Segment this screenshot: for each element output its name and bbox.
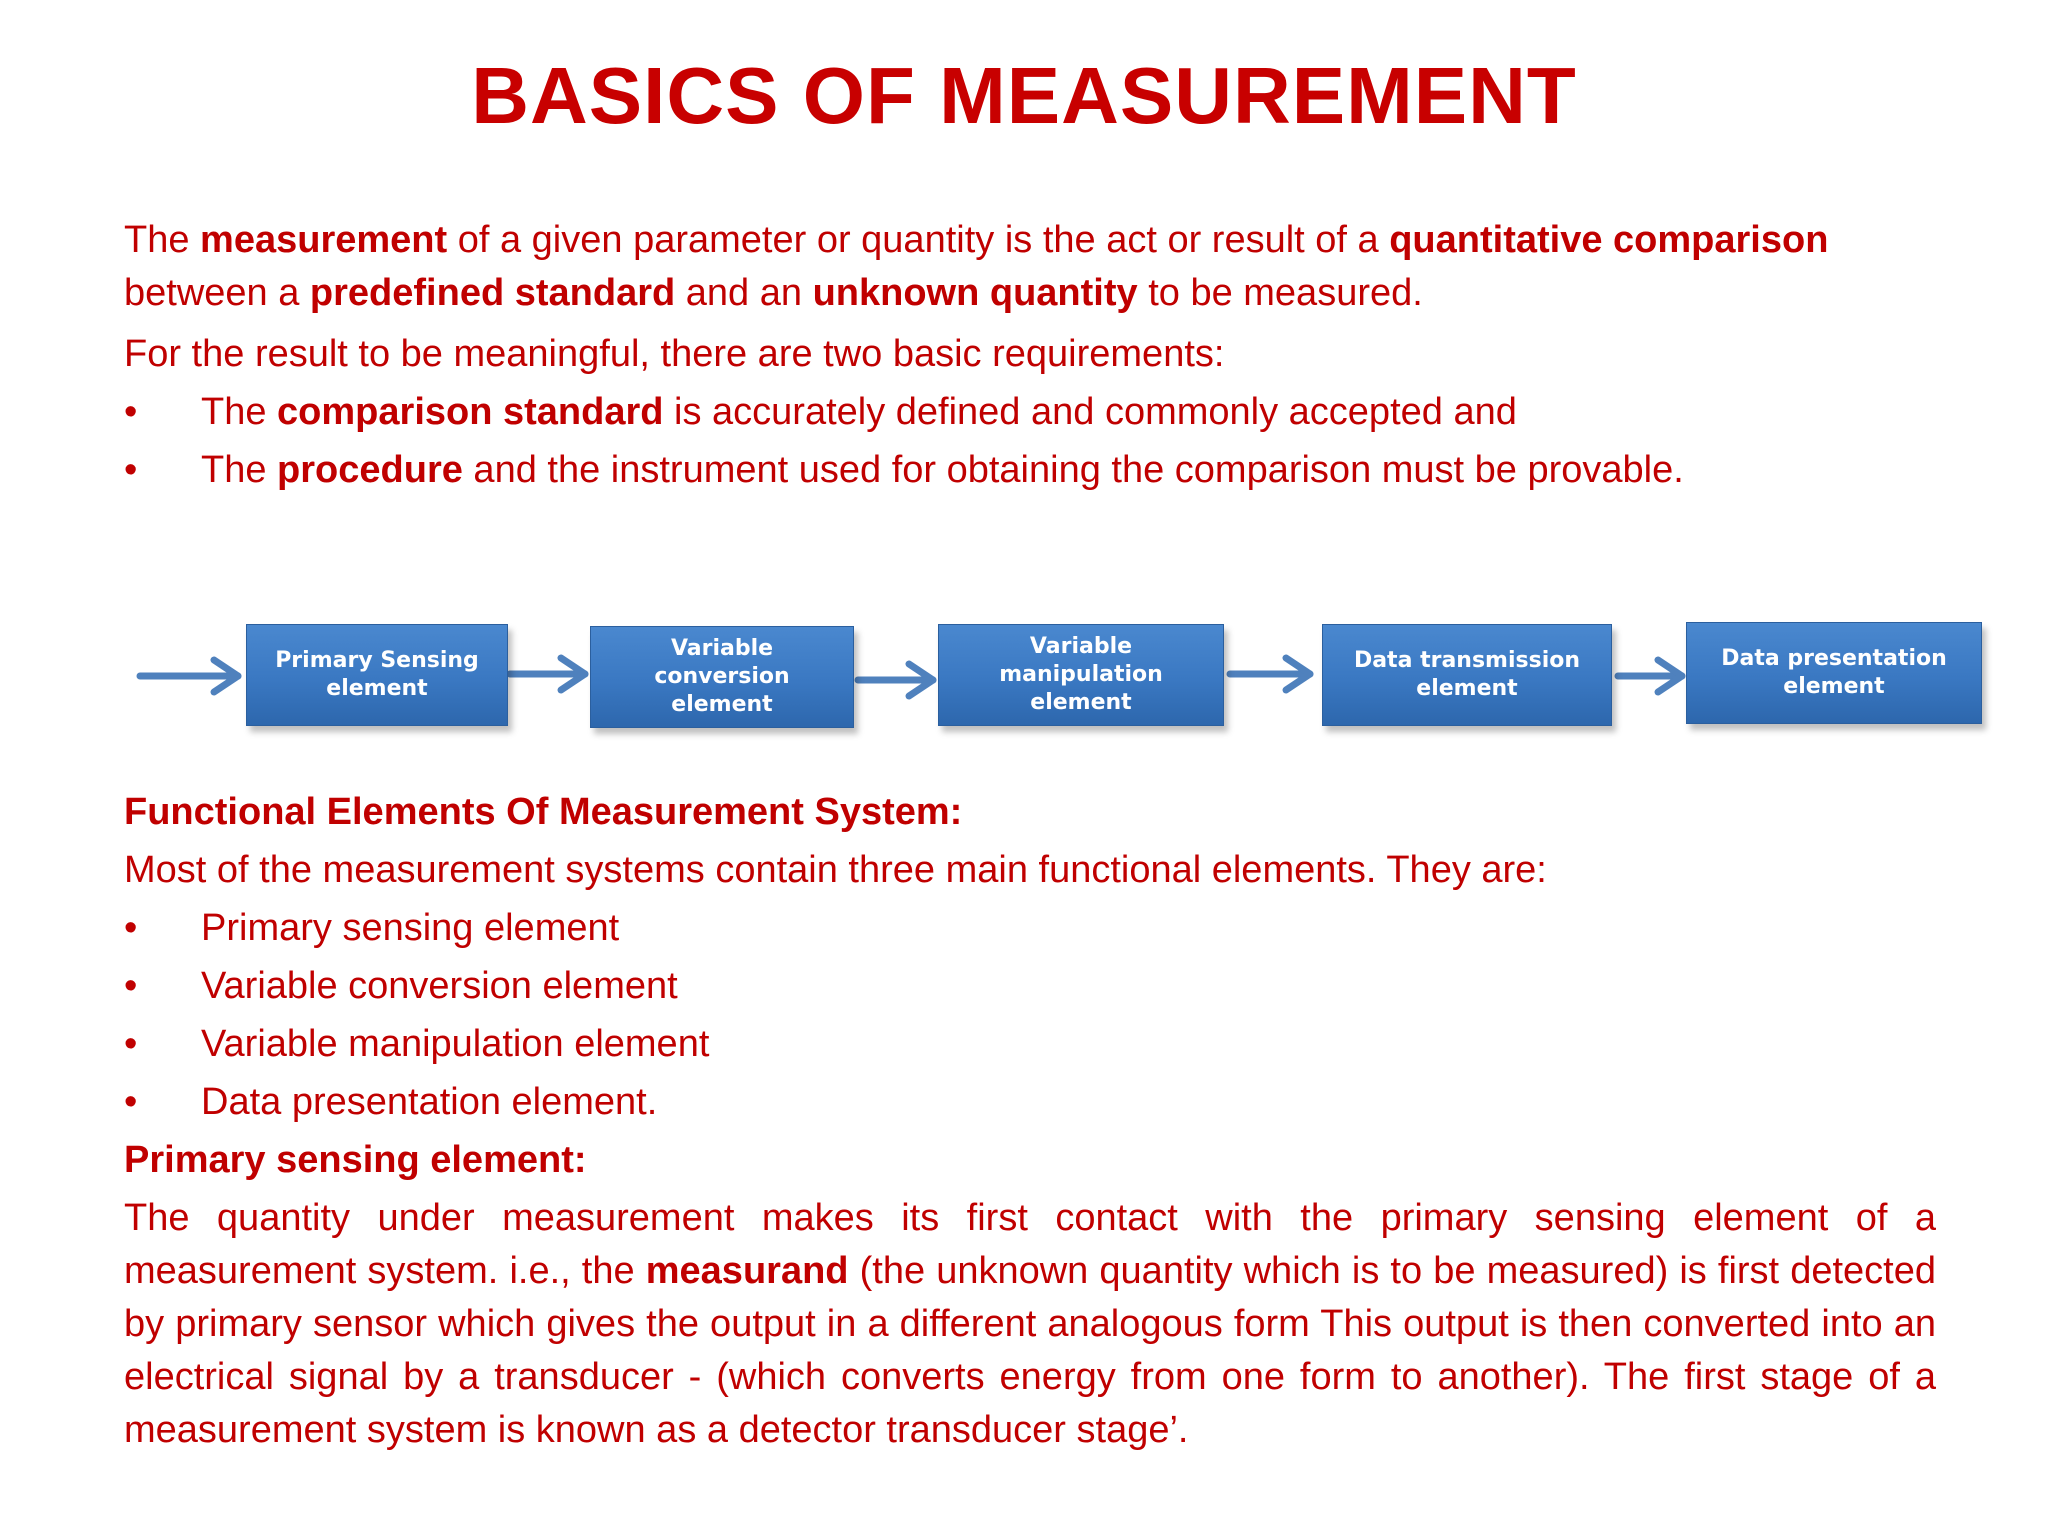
primary-bold-measurand: measurand xyxy=(645,1250,849,1292)
flow-arrow-icon xyxy=(858,664,933,696)
intro-bold-unknown-quantity: unknown quantity xyxy=(812,272,1138,314)
functional-heading: Functional Elements Of Measurement System: xyxy=(124,791,963,833)
requirement-text: is accurately defined and commonly accepted and xyxy=(663,391,1517,433)
diagram-box-data-presentation xyxy=(1686,622,1982,724)
page-title: BASICS OF MEASUREMENT xyxy=(471,51,1577,140)
requirement-bold: comparison standard xyxy=(277,391,664,433)
bullet-icon: • xyxy=(124,965,138,1007)
requirement-text: and the instrument used for obtaining the comparison must be provable. xyxy=(462,449,1684,491)
functional-item-text: Variable manipulation element xyxy=(201,1023,710,1065)
intro-bold-quantitative-comparison: quantitative comparison xyxy=(1389,219,1829,261)
bullet-icon: • xyxy=(124,1081,138,1123)
diagram-box-primary-sensing xyxy=(246,624,508,726)
bullet-icon: • xyxy=(124,449,138,491)
box-label: Data presentation element xyxy=(1721,646,1947,699)
requirements-intro: For the result to be meaningful, there are two basic requirements: xyxy=(124,333,1225,375)
primary-text-2: (the unknown quantity which is to be measured) is first detected by primary sensor which gives the output in a different analogous form This output is then converted into an electrical signal by a transducer - (which converts energy from one form to another). The first stage of a measurement system is known as a detector transducer stage’. xyxy=(124,1250,1937,1451)
box-label: Primary Sensing element xyxy=(275,648,479,701)
intro-bold-measurement: measurement xyxy=(200,219,448,261)
flow-arrow-icon xyxy=(510,658,585,690)
bullet-icon: • xyxy=(124,391,138,433)
flow-arrow-icon xyxy=(1618,660,1682,692)
diagram-box-variable-manipulation xyxy=(938,624,1224,726)
intro-paragraph xyxy=(124,214,1936,320)
intro-text-1: The xyxy=(124,219,201,261)
flow-arrow-icon xyxy=(140,660,238,692)
bullet-icon: • xyxy=(124,907,138,949)
functional-item-text: Variable conversion element xyxy=(201,965,678,1007)
box-label: Variable manipulation element xyxy=(999,634,1163,715)
intro-text-4: and an xyxy=(675,272,813,314)
intro-text-3: between a xyxy=(124,272,310,314)
bullet-icon: • xyxy=(124,1023,138,1065)
primary-paragraph xyxy=(124,1192,1936,1457)
intro-text-2: of a given parameter or quantity is the act or result of a xyxy=(447,219,1390,261)
block-diagram xyxy=(0,610,2048,750)
primary-text-1: The quantity under measurement makes its first contact with the primary sensing element of a measurement system. i.e., the xyxy=(124,1197,1936,1292)
requirement-bold: procedure xyxy=(277,449,463,491)
diagram-box-variable-conversion xyxy=(590,626,854,728)
functional-item-text: Data presentation element. xyxy=(201,1081,658,1123)
functional-item-text: Primary sensing element xyxy=(201,907,620,949)
box-label: Variable conversion element xyxy=(654,636,790,717)
flow-arrow-icon xyxy=(1230,658,1310,690)
intro-text-5: to be measured. xyxy=(1137,272,1423,314)
primary-heading: Primary sensing element: xyxy=(124,1139,587,1181)
functional-intro: Most of the measurement systems contain three main functional elements. They are: xyxy=(124,849,1547,891)
requirement-text: The xyxy=(201,449,278,491)
requirement-text: The xyxy=(201,391,278,433)
intro-bold-predefined-standard: predefined standard xyxy=(309,272,676,314)
diagram-box-data-transmission xyxy=(1322,624,1612,726)
box-label: Data transmission element xyxy=(1353,648,1581,701)
